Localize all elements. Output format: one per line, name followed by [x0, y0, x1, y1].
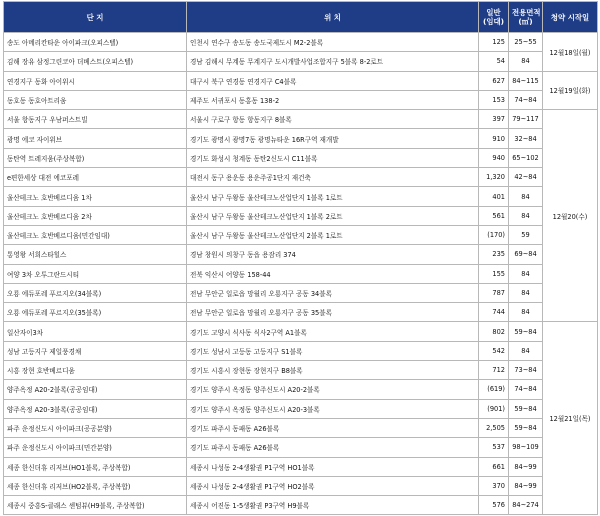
- cell-location: 전북 익산시 어양동 158-44: [187, 264, 479, 283]
- cell-name: 김해 장유 삼정그린코아 더베스트(오피스텔): [4, 52, 187, 71]
- header-units-line2: (임대): [482, 17, 505, 26]
- table-row: [4, 148, 598, 167]
- cell-units: 537: [479, 438, 509, 457]
- subscription-schedule-table: [3, 1, 598, 515]
- table-row: [4, 206, 598, 225]
- cell-location: 제주도 서귀포시 동홍동 138-2: [187, 90, 479, 109]
- cell-name: 양주옥정 A20-3블록(공공임대): [4, 399, 187, 418]
- cell-location: 경기도 양주시 옥정동 양주신도시 A20-3블록: [187, 399, 479, 418]
- header-name: 단 지: [4, 2, 187, 33]
- cell-name: 통영왕 서희스타힐스: [4, 245, 187, 264]
- table-row: [4, 418, 598, 437]
- cell-units: 370: [479, 476, 509, 495]
- cell-name: 송도 아메리칸타운 아이파크(오피스텔): [4, 33, 187, 52]
- cell-name: 여양 3차 오투그란드시티: [4, 264, 187, 283]
- cell-area: 84: [509, 264, 543, 283]
- table-row: [4, 52, 598, 71]
- cell-units: 802: [479, 322, 509, 341]
- cell-area: 59~84: [509, 322, 543, 341]
- cell-units: 1,320: [479, 168, 509, 187]
- table-row: [4, 225, 598, 244]
- cell-units: 401: [479, 187, 509, 206]
- cell-name: 파주 운정신도시 아이파크(공공분양): [4, 418, 187, 437]
- cell-units: 661: [479, 457, 509, 476]
- cell-units: 787: [479, 283, 509, 302]
- cell-name: 성남 고등지구 제일풍경채: [4, 341, 187, 360]
- cell-units: 2,505: [479, 418, 509, 437]
- cell-date: 12월21일(목): [543, 322, 598, 515]
- cell-location: 인천시 연수구 송도동 송도국제도시 M2-2블록: [187, 33, 479, 52]
- header-area-line1: 전용면적: [512, 8, 541, 17]
- cell-location: 경기도 양주시 옥정동 양주신도시 A20-2블록: [187, 380, 479, 399]
- cell-area: 74~84: [509, 90, 543, 109]
- cell-units: 542: [479, 341, 509, 360]
- cell-units: 576: [479, 496, 509, 515]
- cell-units: 561: [479, 206, 509, 225]
- cell-units: 54: [479, 52, 509, 71]
- cell-location: 경기도 고양시 식사동 식사2구역 A1블록: [187, 322, 479, 341]
- cell-name: 연경지구 동화 아이위시: [4, 71, 187, 90]
- cell-area: 69~84: [509, 245, 543, 264]
- cell-name: 오룡 에듀포레 푸르지오(34블록): [4, 283, 187, 302]
- table-row: [4, 168, 598, 187]
- cell-units: 153: [479, 90, 509, 109]
- cell-date: 12월19일(화): [543, 71, 598, 110]
- cell-date: 12월18일(월): [543, 33, 598, 72]
- cell-area: 84: [509, 303, 543, 322]
- cell-location: 경기도 화성시 청계동 동탄2신도시 C11블록: [187, 148, 479, 167]
- table-row: [4, 283, 598, 302]
- cell-area: 84~274: [509, 496, 543, 515]
- cell-area: 84: [509, 283, 543, 302]
- cell-area: 25~55: [509, 33, 543, 52]
- cell-area: 84: [509, 206, 543, 225]
- cell-name: 파주 운정신도시 아이파크(민간분양): [4, 438, 187, 457]
- cell-location: 경기도 시흥시 장현동 장현지구 B8블록: [187, 361, 479, 380]
- cell-name: 세종 한신더휴 리저브(HO1블록, 주상복합): [4, 457, 187, 476]
- cell-area: 84: [509, 187, 543, 206]
- table-row: [4, 496, 598, 515]
- cell-name: 동탄역 트레지움(주상복합): [4, 148, 187, 167]
- table-row: [4, 399, 598, 418]
- cell-units: 910: [479, 129, 509, 148]
- table-row: [4, 361, 598, 380]
- cell-area: 84~115: [509, 71, 543, 90]
- cell-name: 동호동 동호아트리움: [4, 90, 187, 109]
- cell-area: 59~84: [509, 418, 543, 437]
- table-row: [4, 71, 598, 90]
- cell-name: 서울 항동지구 우남퍼스트빌: [4, 110, 187, 129]
- cell-name: 광명 에코 자이위브: [4, 129, 187, 148]
- table-row: [4, 457, 598, 476]
- cell-units: 940: [479, 148, 509, 167]
- cell-units: 744: [479, 303, 509, 322]
- cell-date: 12월20(수): [543, 110, 598, 322]
- table-row: [4, 187, 598, 206]
- table-row: [4, 110, 598, 129]
- cell-area: 84~99: [509, 476, 543, 495]
- cell-name: 일산자이3차: [4, 322, 187, 341]
- cell-location: 전남 무안군 일로읍 망월리 오룡지구 공동 35블록: [187, 303, 479, 322]
- cell-location: 경기도 파주시 동패동 A26블록: [187, 438, 479, 457]
- cell-area: 42~84: [509, 168, 543, 187]
- cell-location: 서울시 구로구 항동 항동지구 8블록: [187, 110, 479, 129]
- cell-location: 경기도 광명시 광명7동 광명뉴타운 16R구역 재개발: [187, 129, 479, 148]
- cell-area: 59: [509, 225, 543, 244]
- cell-units: 235: [479, 245, 509, 264]
- header-units-line1: 일반: [486, 8, 501, 17]
- cell-location: 전남 무안군 일로읍 망월리 오룡지구 공동 34블록: [187, 283, 479, 302]
- cell-location: 울산시 남구 두왕동 울산테크노산업단지 1블록 2로트: [187, 206, 479, 225]
- cell-location: 경기도 파주시 동패동 A26블록: [187, 418, 479, 437]
- cell-units: (901): [479, 399, 509, 418]
- cell-location: 울산시 남구 두왕동 울산테크노산업단지 2블록 1로트: [187, 225, 479, 244]
- cell-name: 세종시 중흥S-클래스 센텀뷰(H9블록, 주상복합): [4, 496, 187, 515]
- header-date: 청약 시작일: [543, 2, 598, 33]
- table-row: [4, 245, 598, 264]
- cell-area: 84: [509, 341, 543, 360]
- cell-location: 대전시 동구 용운동 용운주공1단지 재건축: [187, 168, 479, 187]
- table-row: [4, 322, 598, 341]
- cell-units: (619): [479, 380, 509, 399]
- header-area-line2: (㎡): [518, 17, 533, 26]
- cell-units: 397: [479, 110, 509, 129]
- cell-location: 경남 창원시 의창구 동읍 용잠리 374: [187, 245, 479, 264]
- table-row: [4, 33, 598, 52]
- cell-units: 125: [479, 33, 509, 52]
- cell-name: 울산테크노 호반베르디움(민간임대): [4, 225, 187, 244]
- cell-name: 오룡 에듀포레 푸르지오(35블록): [4, 303, 187, 322]
- table-row: [4, 380, 598, 399]
- header-units: [479, 2, 509, 33]
- table-row: [4, 341, 598, 360]
- cell-location: 울산시 남구 두왕동 울산테크노산업단지 1블록 1로트: [187, 187, 479, 206]
- cell-name: 시흥 장현 호반베르디움: [4, 361, 187, 380]
- table-row: [4, 129, 598, 148]
- cell-area: 59~84: [509, 399, 543, 418]
- cell-area: 74~84: [509, 380, 543, 399]
- table-row: [4, 264, 598, 283]
- cell-location: 세종시 어진동 1-5생활권 P3구역 H9블록: [187, 496, 479, 515]
- table-row: [4, 303, 598, 322]
- cell-name: 울산테크노 호반베르디움 1차: [4, 187, 187, 206]
- cell-units: 155: [479, 264, 509, 283]
- cell-name: 울산테크노 호반베르디움 2차: [4, 206, 187, 225]
- table-header-row: [4, 2, 598, 33]
- cell-location: 경남 김해시 무계동 무계지구 도시개발사업조합지구 5블록 8-2로트: [187, 52, 479, 71]
- table-row: [4, 90, 598, 109]
- cell-area: 84~99: [509, 457, 543, 476]
- cell-area: 84: [509, 52, 543, 71]
- cell-location: 세종시 나성동 2-4생활권 P1구역 HO2블록: [187, 476, 479, 495]
- cell-area: 73~84: [509, 361, 543, 380]
- cell-area: 32~84: [509, 129, 543, 148]
- cell-location: 세종시 나성동 2-4생활권 P1구역 HO1블록: [187, 457, 479, 476]
- header-location: 위 치: [187, 2, 479, 33]
- cell-name: e편한세상 대전 에코포레: [4, 168, 187, 187]
- table-row: [4, 476, 598, 495]
- cell-name: 세종 한신더휴 리저브(HO2블록, 주상복합): [4, 476, 187, 495]
- cell-units: 627: [479, 71, 509, 90]
- cell-area: 79~117: [509, 110, 543, 129]
- cell-area: 98~109: [509, 438, 543, 457]
- cell-location: 경기도 성남시 고등동 고등지구 S1블록: [187, 341, 479, 360]
- table-row: [4, 438, 598, 457]
- cell-units: 712: [479, 361, 509, 380]
- cell-area: 65~102: [509, 148, 543, 167]
- header-area: [509, 2, 543, 33]
- cell-name: 양주옥정 A20-2블록(공공임대): [4, 380, 187, 399]
- cell-location: 대구시 북구 연경동 연경지구 C4블록: [187, 71, 479, 90]
- cell-units: (170): [479, 225, 509, 244]
